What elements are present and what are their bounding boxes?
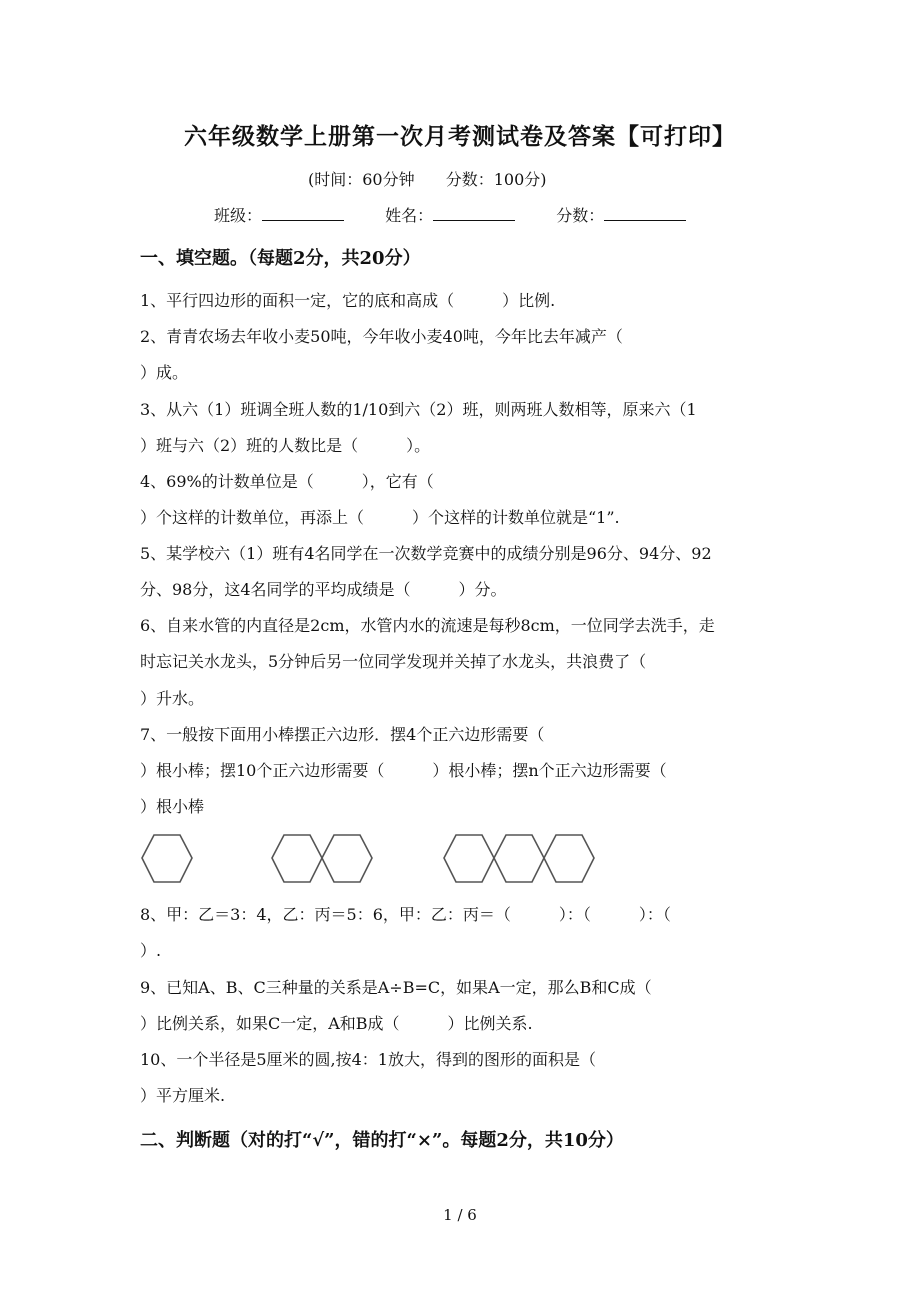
question-line: 7、一般按下面用小棒摆正六边形．摆4个正六边形需要（ [140, 725, 545, 744]
section-1-title: 一、填空题。（每题2分，共20分） [140, 248, 421, 269]
page-number: 1 / 6 [443, 1206, 477, 1224]
question-line: ）根小棒；摆10个正六边形需要（ ）根小棒；摆n个正六边形需要（ [140, 761, 667, 780]
question-line: 8、甲：乙＝3：4，乙：丙＝5：6，甲：乙：丙＝（ ）：（ ）：（ [140, 905, 671, 924]
question-line: 2、青青农场去年收小麦50吨，今年收小麦40吨，今年比去年减产（ [140, 327, 623, 346]
name-label: 姓名： [385, 206, 434, 225]
hexagon-group-1 [142, 835, 192, 882]
student-info [214, 203, 722, 226]
question-line: ）根小棒 [140, 797, 205, 816]
question-line: 4、69%的计数单位是（ ），它有（ [140, 472, 434, 491]
question-line: 6、自来水管的内直径是2cm，水管内水的流速是每秒8cm，一位同学去洗手，走 [140, 616, 715, 635]
exam-info [308, 167, 573, 190]
score-field [556, 203, 686, 226]
question-line: 9、已知A、B、C三种量的关系是A÷B=C，如果A一定，那么B和C成（ [140, 978, 652, 997]
score-label: 分数： [556, 206, 605, 225]
hexagon-figure [130, 822, 610, 894]
document-title: 六年级数学上册第一次月考测试卷及答案【可打印】 [184, 123, 736, 150]
total-score: 分数：100分) [445, 170, 547, 189]
class-field [214, 203, 344, 226]
time-limit: (时间：60分钟 [308, 170, 415, 189]
name-field [385, 203, 515, 226]
hexagon-group-3 [444, 835, 594, 882]
score-blank[interactable] [604, 204, 686, 221]
class-label: 班级： [214, 206, 263, 225]
question-line: ）班与六（2）班的人数比是（ ）。 [140, 436, 431, 455]
question-line: 3、从六（1）班调全班人数的1/10到六（2）班，则两班人数相等，原来六（1 [140, 400, 697, 419]
section-2-title: 二、判断题（对的打“√”，错的打“×”。每题2分，共10分） [140, 1130, 624, 1151]
question-line: ）. [140, 941, 162, 960]
class-blank[interactable] [262, 204, 344, 221]
question-line: ）升水。 [140, 689, 205, 708]
question-line: 1、平行四边形的面积一定，它的底和高成（ ）比例. [140, 291, 556, 310]
question-line: 10、一个半径是5厘米的圆,按4：1放大，得到的图形的面积是（ [140, 1050, 596, 1069]
hexagon-group-2 [272, 835, 372, 882]
question-line: 分、98分，这4名同学的平均成绩是（ ）分。 [140, 580, 507, 599]
name-blank[interactable] [433, 204, 515, 221]
question-line: 时忘记关水龙头，5分钟后另一位同学发现并关掉了水龙头，共浪费了（ [140, 652, 647, 671]
question-line: 5、某学校六（1）班有4名同学在一次数学竞赛中的成绩分别是96分、94分、92 [140, 544, 712, 563]
question-line: ）成。 [140, 363, 189, 382]
question-line: ）平方厘米. [140, 1086, 226, 1105]
question-line: ）个这样的计数单位，再添上（ ）个这样的计数单位就是“1”. [140, 508, 620, 527]
question-line: ）比例关系，如果C一定，A和B成（ ）比例关系. [140, 1014, 533, 1033]
